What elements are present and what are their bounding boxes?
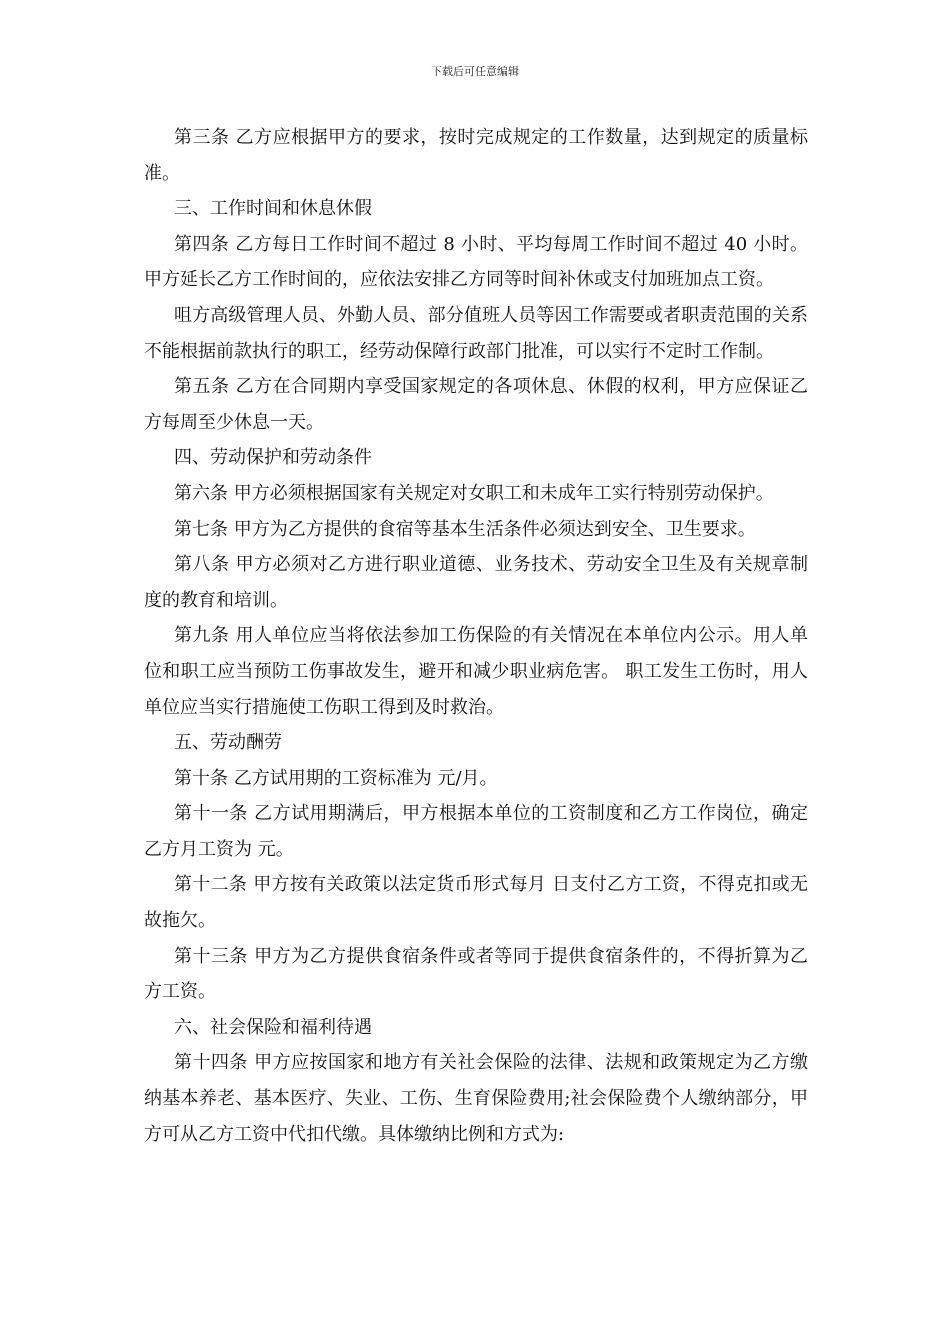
article-11: 第十一条 乙方试用期满后，甲方根据本单位的工资制度和乙方工作岗位，确定乙方月工资为 元。 [144,803,808,860]
article-14: 第十四条 甲方应按国家和地方有关社会保险的法律、法规和政策规定为乙方缴纳基本养老、基本医疗、失业、工伤、生育保险费用;社会保险费个人缴纳部分，甲方可从乙方工资中代扣代缴。具体缴纳比例和方式为: [144,1052,808,1145]
section-heading-labor-protection: 四、劳动保护和劳动条件 [174,447,372,469]
article-5: 第五条 乙方在合同期内享受国家规定的各项休息、休假的权利，甲方应保证乙方每周至少休息一天。 [144,376,808,433]
article-4-flexible-hours: 咀方高级管理人员、外勤人员、部分值班人员等因工作需要或者职责范围的关系不能根据前款执行的职工，经劳动保障行政部门批准，可以实行不定时工作制。 [144,304,808,362]
article-3: 第三条 乙方应根据甲方的要求，按时完成规定的工作数量，达到规定的质量标准。 [144,127,808,184]
section-heading-work-hours: 三、工作时间和休息休假 [174,198,372,220]
article-4: 第四条 乙方每日工作时间不超过 8 小时、平均每周工作时间不超过 40 小时。甲方延长乙方工作时间的，应依法安排乙方同等时间补休或支付加班加点工资。 [144,233,808,291]
article-10: 第十条 乙方试用期的工资标准为 元/月。 [174,767,498,789]
document-body [144,120,808,1152]
page-header-note: 下载后可任意编辑 [431,65,519,78]
article-9: 第九条 用人单位应当将依法参加工伤保险的有关情况在本单位内公示。用人单位和职工应当预防工伤事故发生，避开和减少职业病危害。 职工发生工伤时，用人单位应当实行措施使工伤职工得到及时救治。 [144,625,808,718]
article-13: 第十三条 甲方为乙方提供食宿条件或者等同于提供食宿条件的，不得折算为乙方工资。 [144,945,808,1003]
article-7: 第七条 甲方为乙方提供的食宿等基本生活条件必须达到安全、卫生要求。 [174,518,756,540]
section-heading-social-insurance: 六、社会保险和福利待遇 [174,1016,372,1038]
article-8: 第八条 甲方必须对乙方进行职业道德、业务技术、劳动安全卫生及有关规章制度的教育和培训。 [144,554,808,611]
article-12: 第十二条 甲方按有关政策以法定货币形式每月 日支付乙方工资，不得克扣或无故拖欠。 [144,874,808,932]
article-6: 第六条 甲方必须根据国家有关规定对女职工和未成年工实行特别劳动保护。 [174,482,774,504]
section-heading-remuneration: 五、劳动酬劳 [174,732,282,754]
